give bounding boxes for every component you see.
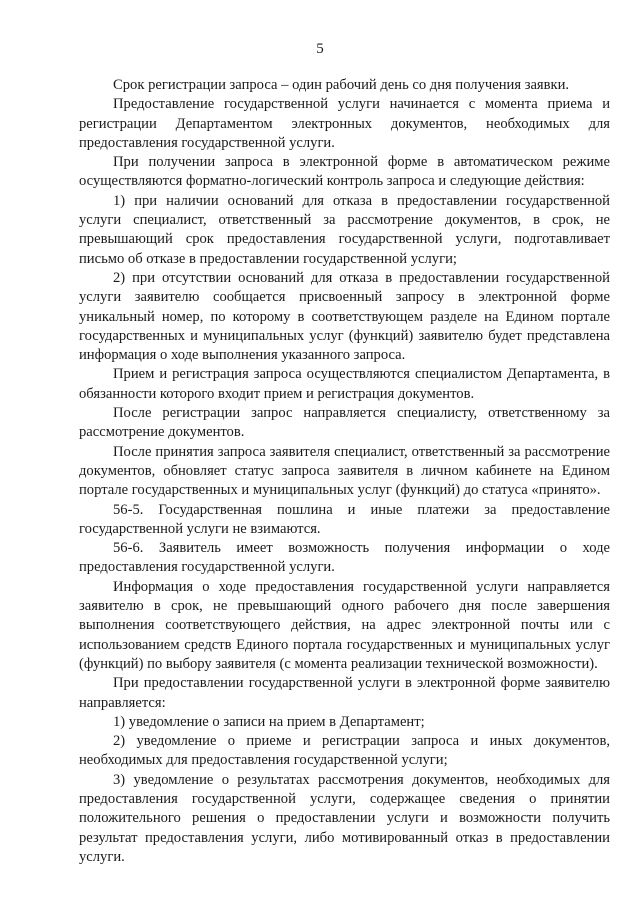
- paragraph: Предоставление государственной услуги начинается с момента приема и регистрации Департаментом электронных документов, необходимых для предоставления государственной услуги.: [79, 96, 610, 151]
- paragraph: При получении запроса в электронной форме в автоматическом режиме осуществляются форматно-логический контроль запроса и следующие действия:: [79, 154, 610, 190]
- list-item: 3) уведомление о результатах рассмотрения документов, необходимых для предоставления государственной услуги, содержащее сведения о принятии положительного решения о предоставлении услуги и возможности получить результат предоставления услуги, либо мотивированный отказ в предоставлении услуги.: [79, 771, 610, 865]
- paragraph: Срок регистрации запроса – один рабочий день со дня получения заявки.: [113, 77, 570, 93]
- list-item: 1) уведомление о записи на прием в Департамент;: [113, 713, 425, 730]
- paragraph: После принятия запроса заявителя специалист, ответственный за рассмотрение документов, обновляет статус запроса заявителя в личном кабинете на Едином портале государственных и муниципальных услуг (функций) до статуса «принято».: [79, 443, 610, 499]
- paragraph: После регистрации запрос направляется специалисту, ответственному за рассмотрение документов.: [79, 405, 610, 441]
- paragraph: При предоставлении государственной услуги в электронной форме заявителю направляется:: [79, 675, 610, 711]
- paragraph: 56-6. Заявитель имеет возможность получения информации о ходе предоставления государственной услуги.: [79, 540, 610, 576]
- paragraph: Информация о ходе предоставления государственной услуги направляется заявителю в срок, не превышающий одного рабочего дня после завершения выполнения соответствующего действия, на адрес электронной почты или с использованием средств Единого портала государственных и муниципальных услуг (функций) по выбору заявителя (с момента реализации технической возможности).: [79, 578, 610, 672]
- paragraph: 1) при наличии оснований для отказа в предоставлении государственной услуги специалист, ответственный за рассмотрение документов, в срок, не превышающий срок предоставления государственной услуги, подготавливает письмо об отказе в предоставлении государственной услуги;: [79, 192, 610, 267]
- list-item: 2) уведомление о приеме и регистрации запроса и иных документов, необходимых для предоставления государственной услуги;: [79, 733, 610, 769]
- document-body: [79, 76, 610, 867]
- paragraph: 2) при отсутствии оснований для отказа в предоставлении государственной услуги заявителю сообщается присвоенный запросу в электронной форме уникальный номер, по которому в соответствующем разделе на Едином портале государственных и муниципальных услуг (функций) заявителю будет представлена информация о ходе выполнения указанного запроса.: [79, 269, 610, 364]
- paragraph: Прием и регистрация запроса осуществляются специалистом Департамента, в обязанности которого входит прием и регистрация документов.: [79, 366, 610, 402]
- paragraph: 56-5. Государственная пошлина и иные платежи за предоставление государственной услуги не взимаются.: [79, 501, 610, 537]
- page-number: 5: [316, 41, 324, 57]
